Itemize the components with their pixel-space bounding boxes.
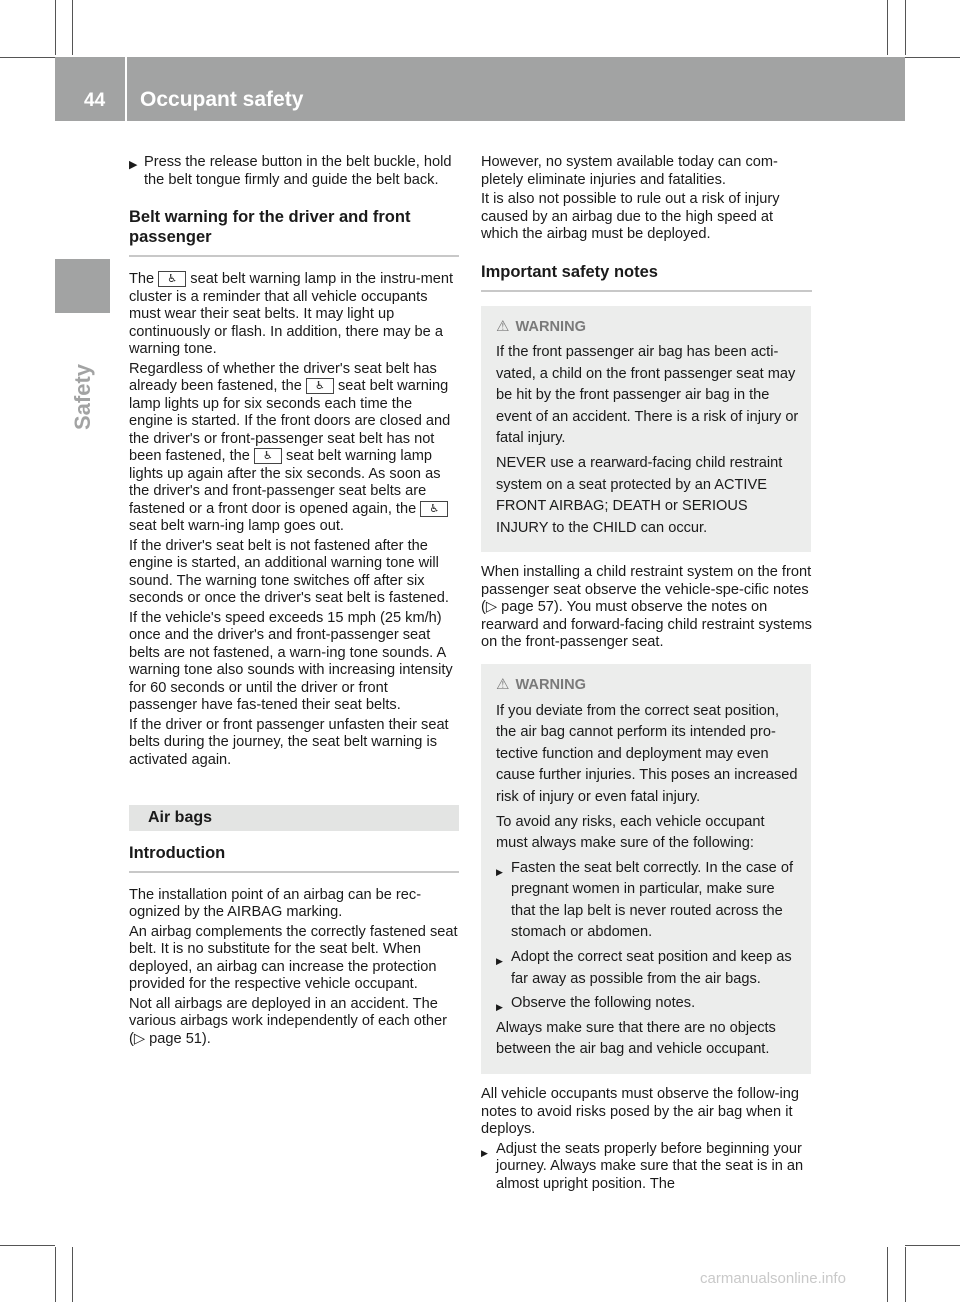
seat-belt-warning-lamp-icon: ♿: [420, 501, 448, 517]
paragraph: If the driver or front passenger unfasten their seat belts during the journey, the seat belt warning is activated again.: [129, 716, 449, 768]
crop-mark: [72, 0, 73, 55]
paragraph: [129, 361, 459, 536]
page-reference-link[interactable]: page 51).: [149, 1030, 211, 1047]
heading-belt-warning: Belt warning for the driver and front passenger: [129, 207, 459, 257]
crop-mark: [887, 1247, 888, 1302]
instruction-step: [129, 154, 459, 189]
text: seat belt warning lamp lights up for six seconds each time the engine is started. If the front doors are closed and the driver's or front-passenger seat belt has not been fastened, the: [129, 378, 451, 464]
paragraph: If the vehicle's speed exceeds 15 mph (25 km/h) once and the driver's and front-passenger seat belts are not fastened, a warn-ing tone sounds. A warning tone also sounds with increasing intensity for 60 seconds or until the driver or front passenger have fas-tened their seat belts.: [129, 609, 453, 713]
warning-triangle-icon: ⚠: [496, 317, 510, 335]
seat-belt-warning-lamp-icon: ♿: [158, 271, 186, 287]
list-item: [496, 947, 799, 990]
bullet-icon: ▶: [496, 956, 503, 967]
paragraph: If the driver's seat belt is not fastened after the engine is started, an additional warning tone will sound. The warning tone switches off after six seconds or once the driver's seat belt is fastened.: [129, 537, 449, 606]
text: seat belt warning lamp in the instru-ment cluster is a reminder that all vehicle occupants must wear their seat belts. It may light up continuously or flash. In addition, there may be a warning tone.: [129, 271, 454, 357]
page-reference-arrow-icon: ▷: [133, 1030, 146, 1047]
crop-mark: [55, 0, 56, 55]
text: When installing a child restraint system on the front passenger seat observe the vehicle-spe-cific notes (: [481, 564, 812, 616]
crop-mark: [0, 57, 55, 58]
warning-text: If you deviate from the correct seat position, the air bag cannot perform its intended pro-tective function and deployment may even cause further injuries. This poses an increased risk of injury or even fatal injury.: [496, 702, 798, 805]
warning-box: [481, 664, 811, 1074]
text: seat belt warning lamp lights up again after the six seconds. As soon as the driver's and front-passenger seat belts are fastened or a front door is opened again, the: [129, 448, 441, 517]
page-title: Occupant safety: [140, 88, 304, 111]
section-heading-air-bags: Air bags: [129, 805, 459, 831]
step-arrow-icon: ▶: [129, 159, 138, 171]
list-item: [496, 858, 799, 944]
crop-mark: [0, 1245, 55, 1246]
paragraph: An airbag complements the correctly fastened seat belt. It is no substitute for the seat belt. When deployed, an airbag can increase the protection provided for the respective vehicle occupant.: [129, 923, 458, 992]
right-column: [481, 154, 812, 1195]
heading-important-safety-notes: Important safety notes: [481, 262, 812, 292]
warning-label: WARNING: [515, 676, 586, 693]
page-reference-link[interactable]: page 57). You must observe the notes on rearward and forward-facing child restraint systems on the front-passenger seat.: [481, 599, 812, 651]
text: seat belt warn-ing lamp goes out.: [129, 518, 344, 534]
paragraph: All vehicle occupants must observe the follow-ing notes to avoid risks posed by the air bag when it deploys.: [481, 1086, 799, 1138]
warning-title: [496, 674, 799, 697]
section-label: Safety: [70, 363, 95, 430]
bullet-icon: ▶: [481, 1147, 488, 1158]
bullet-icon: ▶: [496, 866, 503, 877]
seat-belt-warning-lamp-icon: ♿: [254, 448, 282, 464]
warning-box: [481, 306, 811, 553]
list-item-text: Fasten the seat belt correctly. In the case of pregnant women in particular, make sure that the lap belt is never routed across the stomach or abdomen.: [511, 859, 794, 941]
crop-mark: [905, 0, 906, 55]
warning-label: WARNING: [515, 318, 586, 335]
warning-text: Always make sure that there are no objects between the air bag and vehicle occupant.: [496, 1019, 776, 1058]
warning-text: NEVER use a rearward-facing child restraint system on a seat protected by an ACTIVE FRONT AIRBAG; DEATH or SERIOUS INJURY to the CHILD can occur.: [496, 455, 783, 536]
paragraph: However, no system available today can com-pletely eliminate injuries and fatalities.: [481, 154, 778, 188]
seat-belt-warning-lamp-icon: ♿: [306, 378, 334, 394]
paragraph: [481, 564, 812, 652]
warning-text: To avoid any risks, each vehicle occupant must always make sure of the following:: [496, 813, 765, 852]
watermark: carmanualsonline.info: [700, 1270, 846, 1287]
page-number: 44: [84, 90, 106, 111]
list-item: [496, 993, 799, 1015]
list-item-text: Observe the following notes.: [511, 995, 696, 1012]
bullet-icon: ▶: [496, 1002, 503, 1013]
page-reference-arrow-icon: ▷: [485, 599, 498, 616]
paragraph: [129, 996, 459, 1049]
text: The: [129, 271, 155, 287]
crop-mark: [887, 0, 888, 55]
crop-mark: [905, 1245, 960, 1246]
crop-mark: [905, 57, 960, 58]
warning-triangle-icon: ⚠: [496, 675, 510, 693]
text: Not all airbags are deployed in an accident. The various airbags work independently of each other (: [129, 995, 448, 1047]
heading-introduction: Introduction: [129, 843, 459, 873]
step-text: Press the release button in the belt buckle, hold the belt tongue firmly and guide the belt back.: [144, 154, 452, 188]
paragraph: [129, 271, 459, 359]
side-tab: [55, 259, 110, 313]
list-item: [481, 1141, 812, 1194]
paragraph: It is also not possible to rule out a risk of injury caused by an airbag due to the high speed at which the airbag must be deployed.: [481, 191, 780, 242]
crop-mark: [905, 1247, 906, 1302]
left-column: [129, 154, 459, 1050]
warning-title: [496, 316, 799, 339]
paragraph: The installation point of an airbag can be rec-ognized by the AIRBAG marking.: [129, 886, 422, 920]
text: Regardless of whether the driver's seat belt has already been fastened, the: [129, 360, 437, 394]
list-item-text: Adopt the correct seat position and keep as far away as possible from the air bags.: [511, 949, 792, 987]
crop-mark: [72, 1247, 73, 1302]
crop-mark: [55, 1247, 56, 1302]
list-item-text: Adjust the seats properly before beginning your journey. Always make sure that the seat is in an almost upright position. The: [496, 1140, 804, 1192]
header-divider: [125, 57, 127, 121]
warning-text: If the front passenger air bag has been acti-vated, a child on the front passenger seat may be hit by the front passenger air bag in the event of an accident. There is a risk of injury or fatal injury.: [496, 344, 799, 447]
